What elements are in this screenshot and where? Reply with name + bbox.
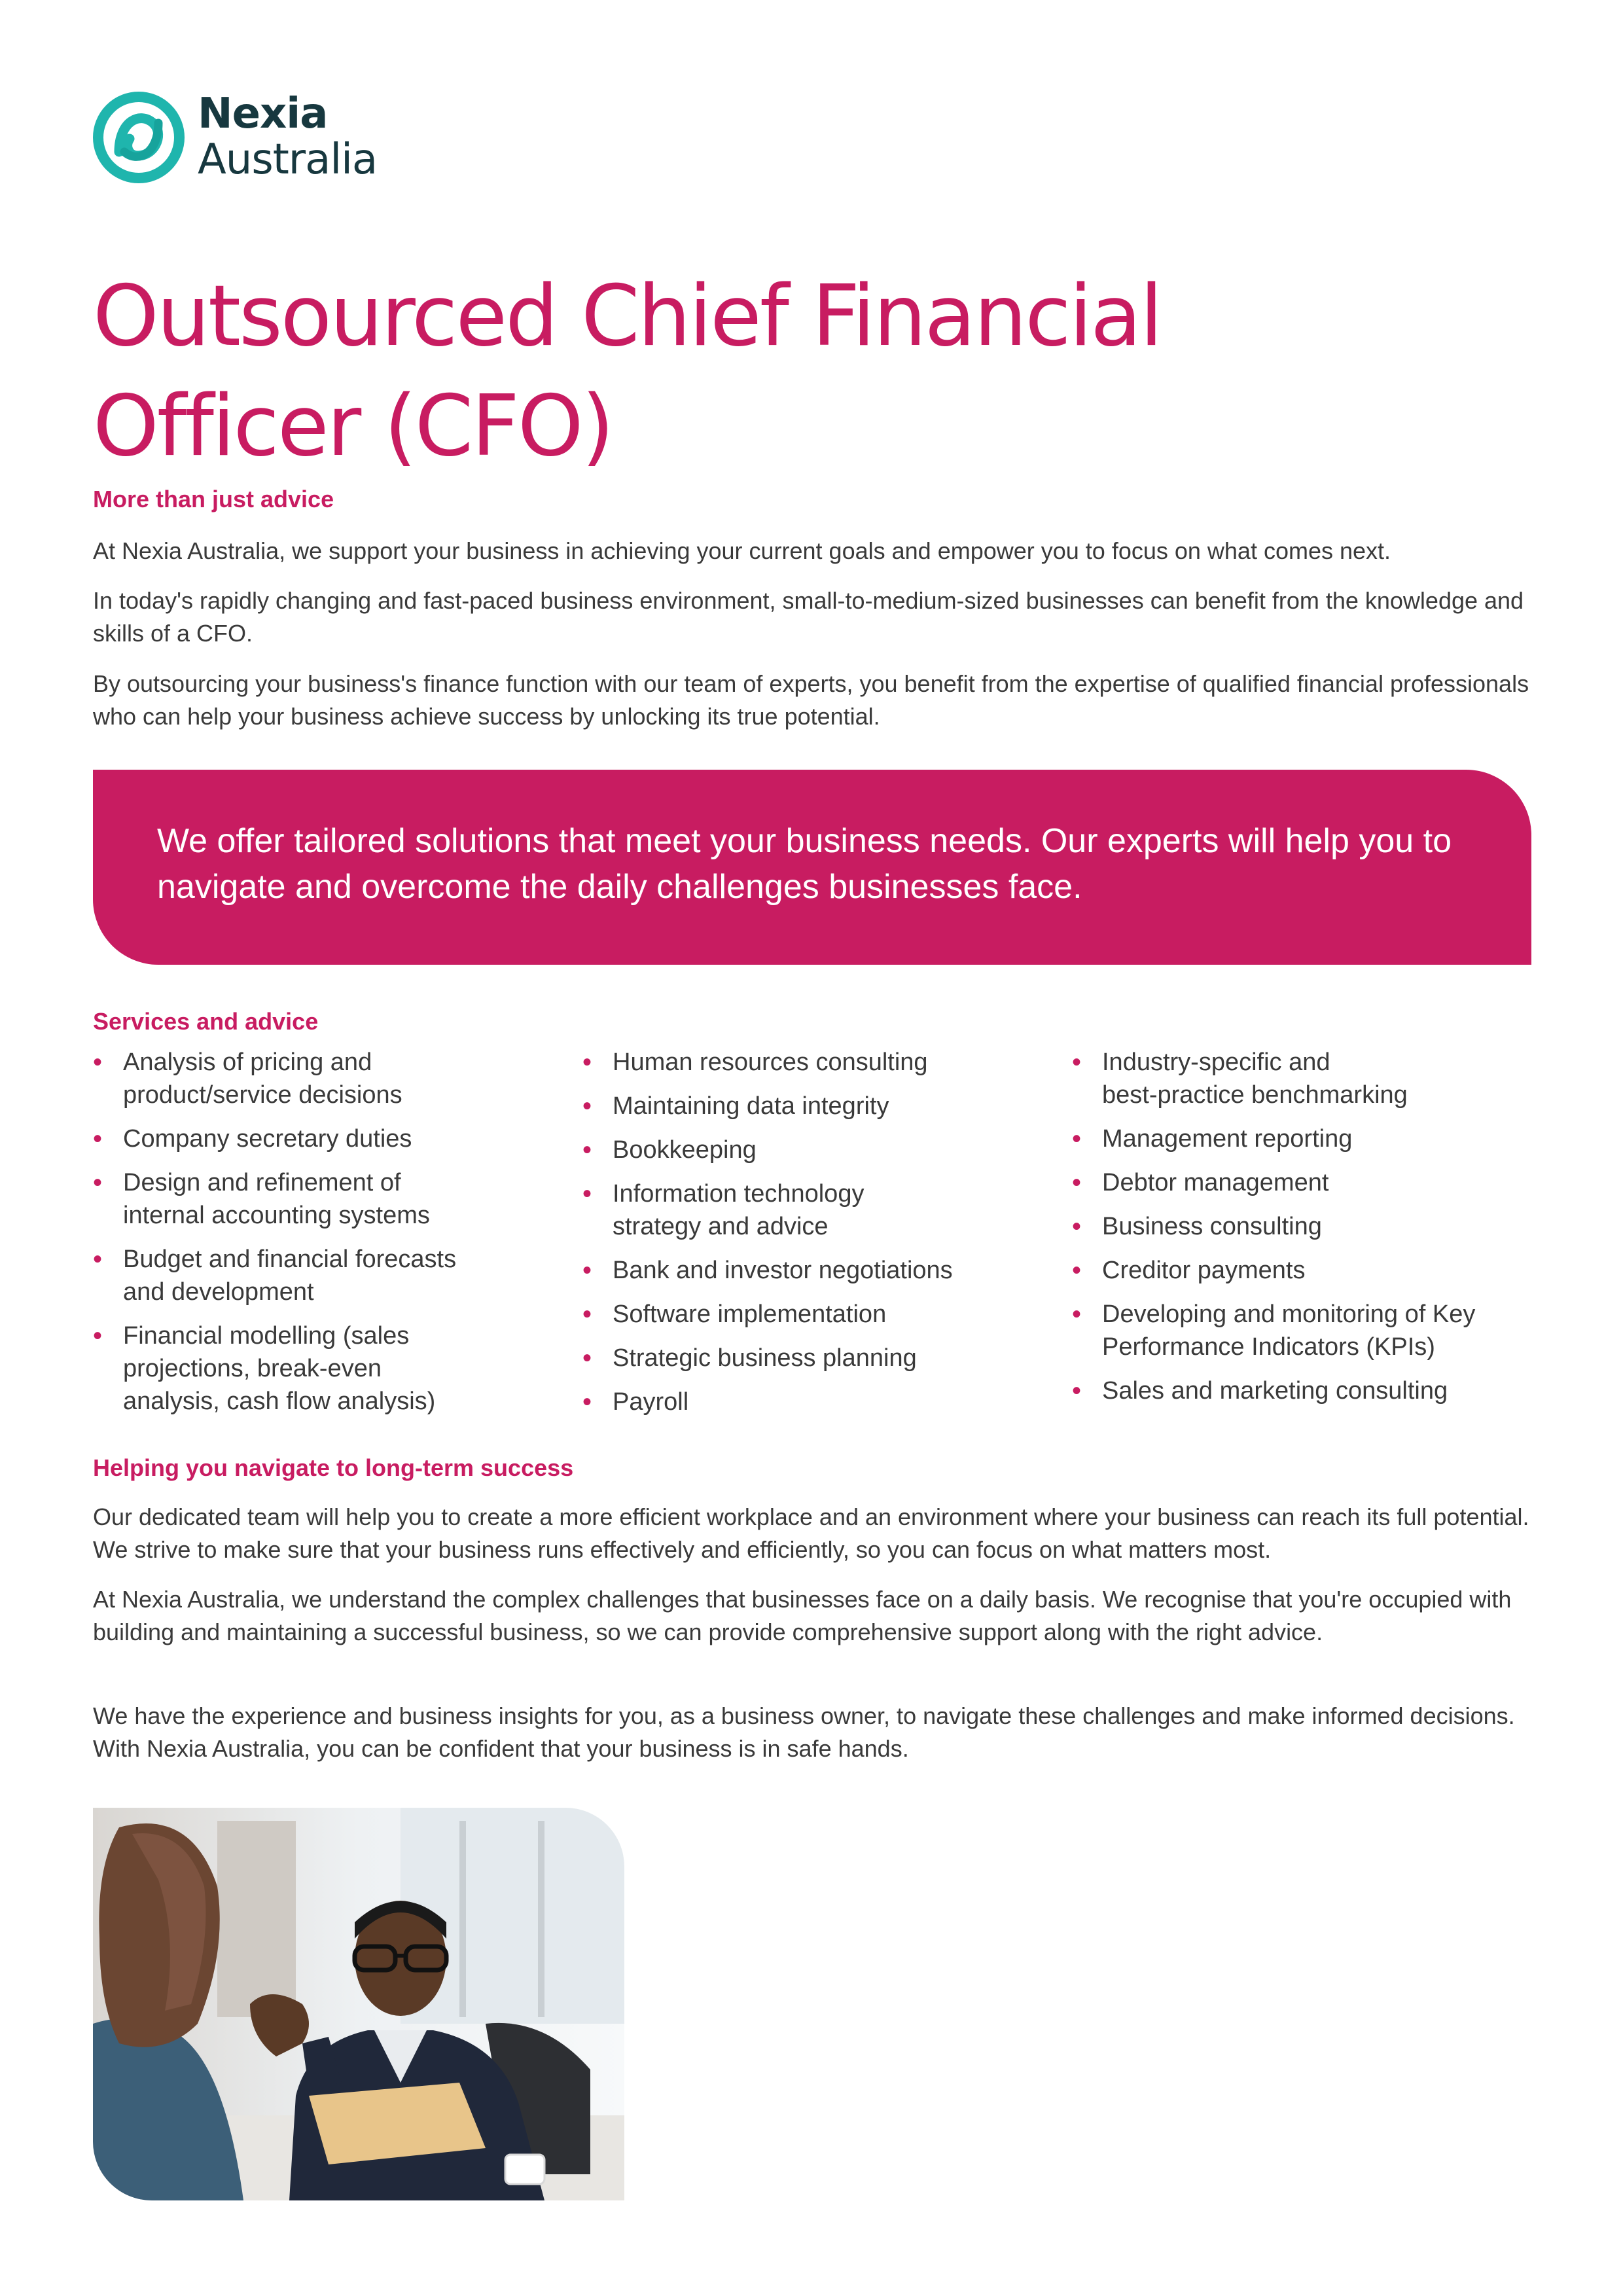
list-item (582, 1254, 1041, 1287)
service-label: Strategic business planning (613, 1344, 917, 1372)
list-item (93, 1166, 551, 1232)
bullet-icon: • (1072, 1168, 1082, 1197)
bullet-icon: • (1072, 1048, 1082, 1077)
bullet-icon: • (93, 1124, 103, 1153)
service-label: Creditor payments (1102, 1257, 1306, 1284)
logo-name-line1: Nexia (198, 90, 328, 138)
list-item (93, 1319, 551, 1418)
bullet-icon: • (93, 1321, 103, 1350)
list-item (93, 1046, 551, 1111)
success-paragraph-3: We have the experience and business insights for you, as a business owner, to navigate these challenges and make informed decisions. With Nexia Australia, you can be confident that your business is in safe hands. (93, 1702, 1515, 1762)
list-item (1072, 1210, 1530, 1243)
list-item (1072, 1374, 1530, 1407)
intro-heading: More than just advice (93, 486, 334, 512)
service-label: Payroll (613, 1388, 689, 1416)
list-item (1072, 1122, 1530, 1155)
list-item (582, 1046, 1041, 1079)
service-label: Budget and financial forecasts and development (123, 1246, 457, 1306)
list-item (582, 1177, 1041, 1243)
list-item (582, 1134, 1041, 1166)
success-heading: Helping you navigate to long-term success (93, 1454, 574, 1481)
bullet-icon: • (1072, 1300, 1082, 1329)
service-label: Sales and marketing consulting (1102, 1377, 1448, 1405)
highlight-banner (93, 770, 1531, 965)
service-label: Industry-specific and best-practice benchmarking (1102, 1049, 1408, 1109)
list-item (1072, 1046, 1530, 1111)
list-item (1072, 1166, 1530, 1199)
intro-paragraph-2: In today's rapidly changing and fast-paced business environment, small-to-medium-sized businesses can benefit from the knowledge and skills of a CFO. (93, 587, 1524, 647)
list-item (582, 1090, 1041, 1122)
bullet-icon: • (582, 1092, 592, 1121)
bullet-icon: • (93, 1245, 103, 1274)
bullet-icon: • (93, 1048, 103, 1077)
service-label: Design and refinement of internal accounting systems (123, 1169, 430, 1229)
intro-paragraph-1: At Nexia Australia, we support your business in achieving your current goals and empower you to focus on what comes next. (93, 537, 1391, 564)
logo-name-line2: Australia (198, 135, 378, 184)
success-paragraph-2: At Nexia Australia, we understand the complex challenges that businesses face on a daily basis. We recognise that you're occupied with building and maintaining a successful business, so we can provide comprehensive support along with the right advice. (93, 1586, 1512, 1645)
success-paragraph-1: Our dedicated team will help you to create a more efficient workplace and an environment where your business can reach its full potential. We strive to make sure that your business runs effectively and efficiently, so you can focus on what matters most. (93, 1503, 1529, 1563)
services-column-3 (1072, 1046, 1530, 1418)
bullet-icon: • (582, 1136, 592, 1164)
meeting-photo (93, 1808, 624, 2200)
bullet-icon: • (582, 1344, 592, 1372)
bullet-icon: • (582, 1388, 592, 1416)
service-label: Software implementation (613, 1300, 887, 1328)
bullet-icon: • (582, 1256, 592, 1285)
list-item (93, 1243, 551, 1308)
intro-paragraph-3: By outsourcing your business's finance function with our team of experts, you benefit from the expertise of qualified financial professionals who can help your business achieve success by unlocking its true potential. (93, 670, 1529, 730)
service-label: Information technology strategy and advice (613, 1180, 865, 1240)
service-label: Human resources consulting (613, 1049, 928, 1076)
banner-text: We offer tailored solutions that meet your business needs. Our experts will help you to navigate and overcome the daily challenges businesses face. (157, 822, 1452, 906)
list-item (1072, 1254, 1530, 1287)
bullet-icon: • (93, 1168, 103, 1197)
list-item (93, 1122, 551, 1155)
service-label: Developing and monitoring of Key Performance Indicators (KPIs) (1102, 1300, 1476, 1361)
service-label: Debtor management (1102, 1169, 1329, 1196)
bullet-icon: • (1072, 1212, 1082, 1241)
service-label: Bank and investor negotiations (613, 1257, 953, 1284)
list-item (582, 1386, 1041, 1418)
bullet-icon: • (582, 1048, 592, 1077)
service-label: Analysis of pricing and product/service decisions (123, 1049, 402, 1109)
services-column-1 (93, 1046, 551, 1429)
service-label: Management reporting (1102, 1125, 1353, 1153)
list-item (1072, 1298, 1530, 1363)
list-item (582, 1298, 1041, 1331)
bullet-icon: • (582, 1179, 592, 1208)
service-label: Bookkeeping (613, 1136, 757, 1164)
service-label: Financial modelling (sales projections, break-even analysis, cash flow analysis) (123, 1322, 436, 1415)
bullet-icon: • (582, 1300, 592, 1329)
nexia-logo (93, 92, 407, 190)
logo-wordmark (198, 90, 378, 184)
bullet-icon: • (1072, 1256, 1082, 1285)
page-title: Outsourced Chief Financial Officer (CFO) (93, 268, 1162, 475)
nexia-logo-mark-icon (93, 92, 185, 183)
bullet-icon: • (1072, 1124, 1082, 1153)
services-column-2 (582, 1046, 1041, 1429)
list-item (582, 1342, 1041, 1374)
service-label: Maintaining data integrity (613, 1092, 889, 1120)
services-heading: Services and advice (93, 1008, 319, 1035)
bullet-icon: • (1072, 1376, 1082, 1405)
service-label: Business consulting (1102, 1213, 1322, 1240)
meeting-illustration (93, 1808, 624, 2200)
service-label: Company secretary duties (123, 1125, 412, 1153)
